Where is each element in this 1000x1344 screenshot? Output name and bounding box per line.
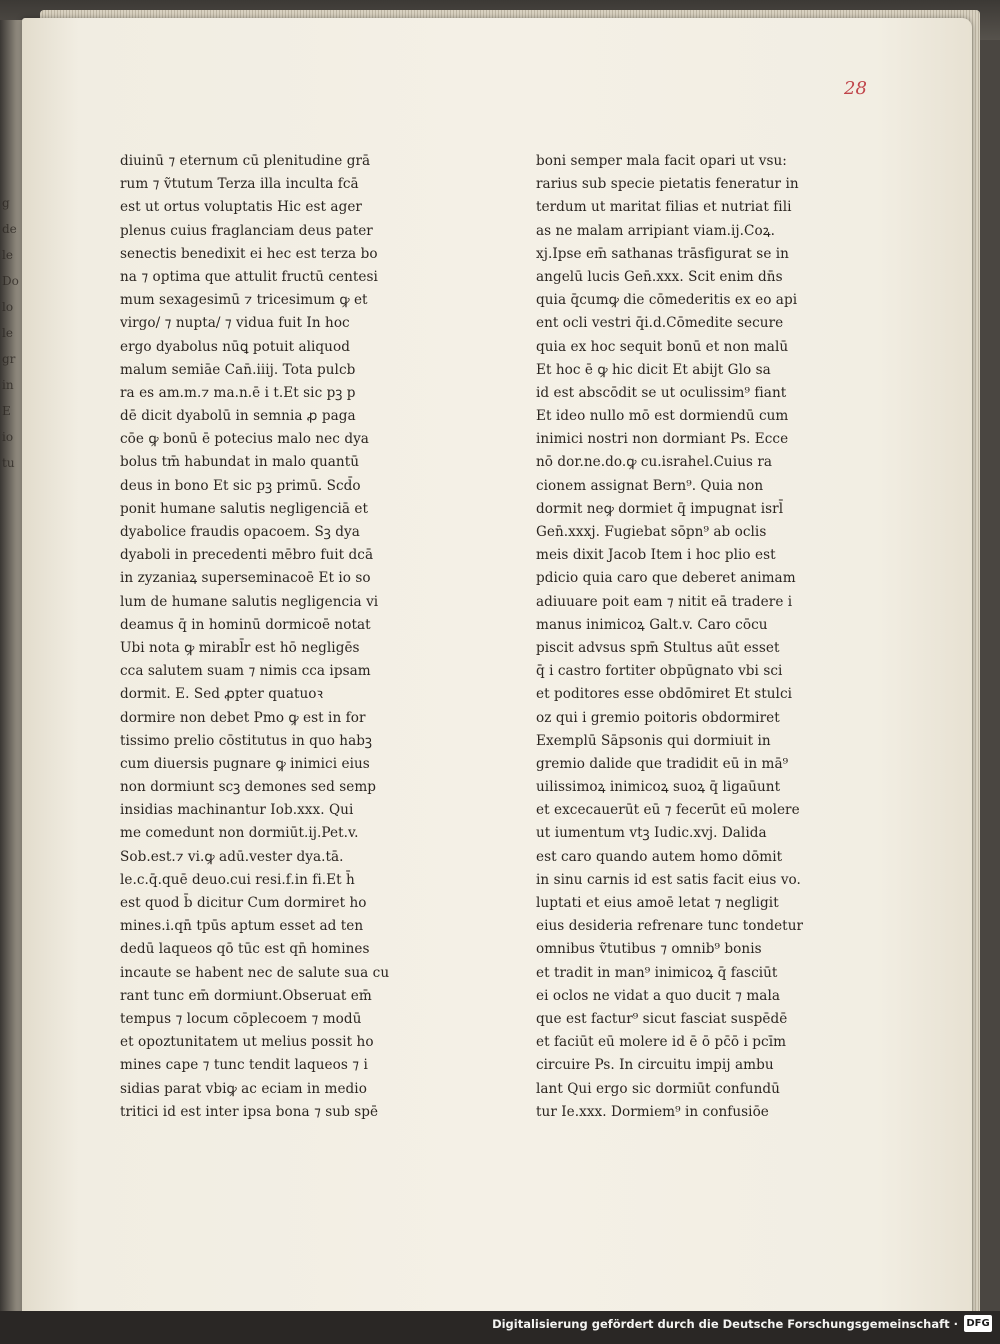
text-line: tritici id est inter ipsa bona ⁊ sub spē [120,1103,379,1120]
text-line: oz qui i gremio poitoris obdormiret [536,709,780,726]
text-line: ei oclos ne vidat a quo ducit ⁊ mala [536,987,780,1004]
text-line: cionem assignat Bern⁹. Quia non [536,477,764,494]
text-line: quia ex hoc sequit bonū et non malū [536,338,789,355]
text-line: ut iumentum vtꝫ Iudic.xvj. Dalida [536,825,767,842]
text-line: plenus cuius fraglanciam deus pater [120,222,373,239]
text-line: ra es am.m.⁊ ma.n.ē i t.Et sic pꝫ p [120,384,356,401]
text-line: rarius sub specie pietatis feneratur in [536,176,799,193]
text-line: senectis benedixit ei hec est terza bo [120,245,378,262]
text-line: lant Qui ergo sic dormiūt confundū [536,1080,780,1097]
text-line: as ne malam arripiant viam.ij.Coꝝ. [536,222,776,239]
text-line: Gen̄.xxxj. Fugiebat sōpn⁹ ab oclis [536,524,767,540]
text-line: inimici nostri non dormiant Ps. Ecce [536,431,789,448]
text-line: est ut ortus voluptatis Hic est ager [120,199,362,216]
text-line: angelū lucis Gen̄.xxx. Scit enim dn̄s [536,268,783,285]
text-line: rum ⁊ ṽtutum Terza illa inculta fcā [120,176,359,193]
text-line: me comedunt non dormiūt.ij.Pet.v. [120,825,359,842]
text-line: mines.i.qn̄ tpūs aptum esset ad ten [120,918,364,935]
text-line: ent ocli vestri q̄i.d.Cōmedite secure [536,315,784,332]
text-line: et poditores esse obdōmiret Et stulci [536,686,793,703]
text-line: q̄ i castro fortiter obpūgnato vbi sci [536,663,783,680]
dfg-logo: DFG [964,1315,992,1332]
text-line: insidias machinantur Iob.xxx. Qui [120,802,354,819]
text-line: piscit advsus spm̄ Stultus aūt esset [536,639,780,656]
text-line: tempus ⁊ locum cōplecoem ⁊ modū [120,1010,362,1027]
text-line: gremio dalide que tradidit eū in mā⁹ [536,755,789,772]
text-line: rant tunc em̄ dormiunt.Obseruat em̄ [120,987,372,1004]
text-line: sidias parat vbiꝙ ac eciam in medio [120,1080,367,1097]
text-line: bolus tm̄ habundat in malo quantū [120,454,360,471]
text-line: mum sexagesimū ⁊ tricesimum ꝙ et [120,292,368,309]
text-line: tissimo prelio cōstitutus in quo habꝫ [120,732,373,749]
text-line: quia q̄cumꝙ die cōmederitis ex eo api [536,292,798,309]
text-line: et tradit in man⁹ inimicoꝝ q̄ fasciūt [536,964,778,981]
text-line: dyabolice fraudis opacoem. Sꝫ dya [120,524,360,540]
text-line: xj.Ipse em̄ sathanas trāsfigurat se in [536,245,789,262]
text-line: eius desideria refrenare tunc tondetur [536,918,804,935]
text-line: non dormiunt scꝫ demones sed semp [120,779,377,796]
text-line: est quod b̄ dicitur Cum dormiret ho [120,895,367,911]
text-line: cum diuersis pugnare ꝙ inimici eius [120,755,370,772]
text-line: in sinu carnis id est satis facit eius vo. [536,871,801,888]
text-line: et excecauerūt eū ⁊ fecerūt eū molere [536,802,800,819]
text-line: na ⁊ optima que attulit fructū centesi [120,268,378,285]
text-line: pdicio quia caro que deberet animam [536,570,796,587]
text-line: Exemplū Sāpsonis qui dormiuit in [536,732,771,749]
text-line: cca salutem suam ⁊ nimis cca ipsam [120,663,371,680]
text-line: adiuuare poit eam ⁊ nitit eā tradere i [536,593,793,610]
text-line: mines cape ⁊ tunc tendit laqueos ⁊ i [120,1057,368,1074]
text-line: dormit neꝙ dormiet q̄ impugnat isrl̄ [536,500,784,517]
text-line: in zyzaniaꝝ superseminacoē Et io so [120,570,371,587]
text-line: nō dor.ne.do.ꝙ cu.israhel.Cuius ra [536,454,773,471]
text-line: deus in bono Et sic pꝫ primū. Scd̄o [120,477,361,494]
text-line: diuinū ⁊ eternum cū plenitudine grā [120,153,371,169]
facing-page-fragments: g de le Do lo le gr in E io tu [2,196,19,470]
text-line: dyaboli in precedenti mēbro fuit dcā [120,547,374,564]
text-line: uilissimoꝝ inimicoꝝ suoꝝ q̄ ligaūunt [536,779,781,796]
text-line: meis dixit Jacob Item i hoc plio est [536,547,776,564]
text-line: Ubi nota ꝙ mirabl̄r est hō negligēs [120,639,360,656]
text-line: tur Ie.xxx. Dormiem⁹ in confusiōe [536,1103,769,1120]
text-line: Et ideo nullo mō est dormiendū cum [536,408,789,425]
text-line: que est factur⁹ sicut fasciat suspēdē [536,1010,788,1027]
text-line: ponit humane salutis negligenciā et [120,500,369,517]
text-line: boni semper mala facit opari ut vsu: [536,153,787,169]
text-line: lum de humane salutis negligencia vi [120,593,379,610]
text-line: malum semiāe Can̄.iiij. Tota pulcb [120,361,356,378]
folio-number: 28 [844,78,867,99]
text-line: et opoztunitatem ut melius possit ho [120,1034,374,1051]
text-line: Et hoc ē ꝙ hic dicit Et abijt Glo sa [536,361,771,378]
text-line: dormit. E. Sed ꝓpter quatuoꝛ [120,686,324,703]
text-line: le.c.q̄.quē deuo.cui resi.f.in fi.Et h̄ [120,871,355,888]
left-text-column [120,150,465,1124]
text-line: est caro quando autem homo dōmit [536,848,783,865]
digitization-credit: Digitalisierung gefördert durch die Deutsche Forschungsgemeinschaft · [492,1317,958,1331]
text-line: dormire non debet Pmo ꝙ est in for [120,709,366,726]
text-line: cōe ꝙ bonū ē potecius malo nec dya [120,431,369,448]
text-line: id est abscōdit se ut oculissim⁹ fiant [536,384,787,401]
text-line: Sob.est.⁊ vi.ꝙ adū.vester dya.tā. [120,848,344,865]
text-line: circuire Ps. In circuitu impij ambu [536,1057,774,1074]
text-line: manus inimicoꝝ Galt.v. Caro cōcu [536,616,768,633]
text-line: incaute se habent nec de salute sua cu [120,964,390,981]
text-line: et faciūt eū molere id ē ō pc̄ō i pcīm [536,1034,787,1051]
text-line: terdum ut maritat filias et nutriat fili [536,199,792,216]
text-line: dē dicit dyabolū in semnia ꝓ paga [120,408,356,425]
text-line: omnibus ṽtutibus ⁊ omnib⁹ bonis [536,941,762,958]
text-line: ergo dyabolus nūꝗ potuit aliquod [120,338,350,355]
text-line: luptati et eius amoē letat ⁊ negligit [536,895,779,911]
text-line: deamus q̄ in hominū dormicoē notat [120,616,371,633]
right-text-column [536,150,881,1124]
text-line: dedū laqueos qō tūc est qn̄ homines [120,941,370,958]
text-line: virgo/ ⁊ nupta/ ⁊ vidua fuit In hoc [120,315,350,332]
